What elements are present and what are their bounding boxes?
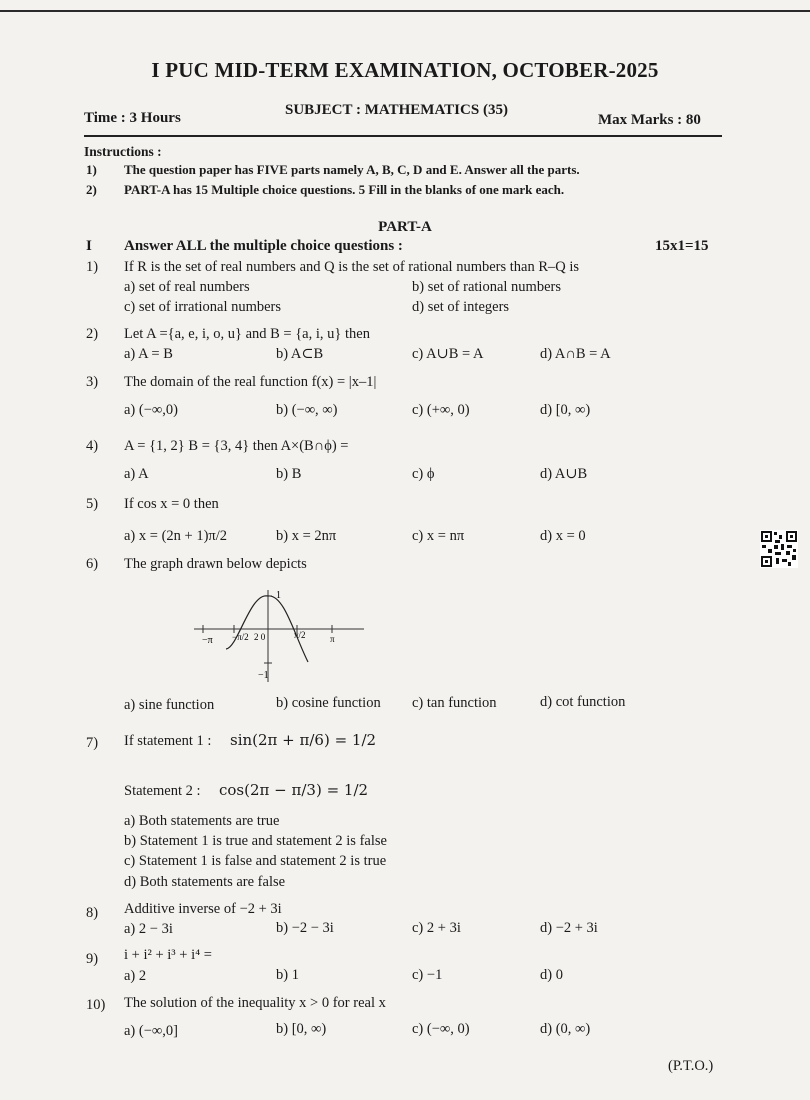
part-title: PART-A [378,219,432,235]
option-b: b) A⊂B [276,346,324,362]
question-number: 8) [86,905,99,921]
option-d: d) 0 [540,967,563,983]
option-c: c) Statement 1 is false and statement 2 is true [124,853,387,869]
option-d: d) (0, ∞) [540,1021,591,1037]
question-number: 3) [86,374,99,390]
question-number: 10) [86,997,106,1013]
option-c: c) tan function [412,695,497,711]
question-number: 7) [86,735,99,751]
option-d: d) [0, ∞) [540,402,591,418]
option-a: a) A [124,466,149,482]
label-zero: 2 0 [254,632,266,642]
statement-2-expression: cos(2π − π/3) = 1/2 [219,781,369,799]
option-c: c) ϕ [412,466,435,482]
label-pi-half: π/2 [294,630,306,640]
question-text: If cos x = 0 then [124,496,219,512]
qr-code [760,530,798,568]
question-text: Let A ={a, e, i, o, u} and B = {a, i, u} then [124,326,370,342]
statement-1-expression: sin(2π + π/6) = 1/2 [230,731,377,749]
instruction-num: 2) [86,182,97,197]
statement-2-label: Statement 2 : [124,783,201,799]
option-c: c) set of irrational numbers [124,299,282,315]
question-text: A = {1, 2} B = {3, 4} then A×(B∩ϕ) = [124,438,349,454]
page-turn-over: (P.T.O.) [668,1058,714,1074]
option-d: d) set of integers [412,299,510,315]
question-text: i + i² + i³ + i⁴ = [124,947,212,963]
cosine-graph [190,582,370,687]
option-c: c) (−∞, 0) [412,1021,470,1037]
label-neg-pi: −π [202,635,213,646]
top-border [0,10,810,12]
option-b: b) 1 [276,967,299,983]
question-text: If R is the set of real numbers and Q is the set of rational numbers than R–Q is [124,259,580,275]
option-b: b) [0, ∞) [276,1021,327,1037]
question-text: The graph drawn below depicts [124,556,307,572]
label-pi: π [330,634,335,644]
exam-subject: SUBJECT : MATHEMATICS (35) [285,102,508,118]
option-c: c) −1 [412,967,443,983]
question-text: Additive inverse of −2 + 3i [124,901,282,917]
option-d: d) cot function [540,694,626,710]
option-c: c) (+∞, 0) [412,402,470,418]
option-b: b) x = 2nπ [276,528,337,544]
option-b: b) B [276,466,302,482]
option-b: b) (−∞, ∞) [276,402,338,418]
option-b: b) −2 − 3i [276,920,334,936]
exam-title: I PUC MID-TERM EXAMINATION, OCTOBER-2025 [151,58,659,82]
statement-1-label: If statement 1 : [124,733,212,749]
option-a: a) sine function [124,697,215,713]
instruction-num: 1) [86,162,97,177]
option-c: c) A∪B = A [412,346,484,362]
option-a: a) 2 − 3i [124,921,173,937]
label-one: 1 [276,590,281,601]
option-a: a) Both statements are true [124,813,280,829]
option-d: d) Both statements are false [124,874,286,890]
option-b: b) set of rational numbers [412,279,561,295]
question-text: The domain of the real function f(x) = |x–1| [124,374,377,390]
question-number: 1) [86,259,99,275]
option-b: b) cosine function [276,695,381,711]
question-number: 6) [86,556,99,572]
question-number: 5) [86,496,99,512]
max-marks: Max Marks : 80 [598,112,701,128]
option-c: c) 2 + 3i [412,920,461,936]
question-number: 9) [86,951,99,967]
option-c: c) x = nπ [412,528,465,544]
section-marks: 15x1=15 [655,238,709,254]
option-d: d) −2 + 3i [540,920,598,936]
instruction-text: PART-A has 15 Multiple choice questions. 5 Fill in the blanks of one mark each. [124,182,565,197]
option-a: a) A = B [124,346,173,362]
exam-time: Time : 3 Hours [84,110,181,126]
option-a: a) x = (2n + 1)π/2 [124,528,228,544]
question-text: The solution of the inequality x > 0 for real x [124,995,386,1011]
option-a: a) set of real numbers [124,279,250,295]
option-a: a) (−∞,0] [124,1023,178,1039]
section-instruction: Answer ALL the multiple choice questions : [124,238,403,254]
question-number: 2) [86,326,99,342]
option-a: a) 2 [124,968,147,984]
question-number: 4) [86,438,99,454]
option-b: b) Statement 1 is true and statement 2 is false [124,833,387,849]
instructions-heading: Instructions : [84,144,162,159]
section-number: I [86,238,92,254]
label-neg-pi-half: −π/2 [232,632,249,642]
header-divider [84,135,722,137]
label-neg-one: −1 [258,670,269,681]
option-d: d) A∪B [540,466,588,482]
option-d: d) A∩B = A [540,346,611,362]
instruction-text: The question paper has FIVE parts namely A, B, C, D and E. Answer all the parts. [124,162,580,177]
option-a: a) (−∞,0) [124,402,178,418]
option-d: d) x = 0 [540,528,586,544]
